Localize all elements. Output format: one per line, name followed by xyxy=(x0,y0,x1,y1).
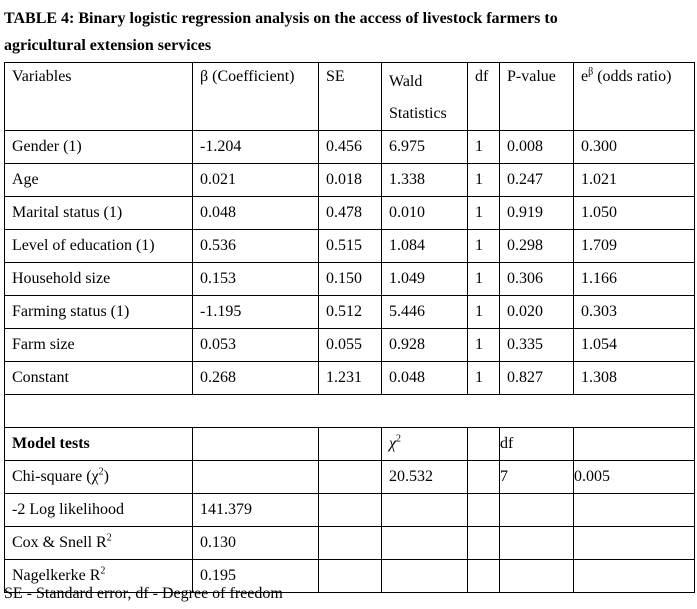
footnote-se-def: - Standard error, df xyxy=(22,585,149,602)
cell-variable: Farming status (1) xyxy=(5,296,193,329)
cell-variable: Farm size xyxy=(5,329,193,362)
col-df: df xyxy=(468,63,500,131)
nagelkerke-label: Nagelkerke $R^2$ xyxy=(5,560,193,593)
cell-variable: Level of education (1) xyxy=(5,230,193,263)
table-caption: TABLE 4: Binary logistic regression analysis on the access of livestock farmers to xyxy=(4,10,558,27)
cell-se: 0.055 xyxy=(319,329,382,362)
cell-df: 1 xyxy=(468,164,500,197)
cell-df: 1 xyxy=(468,329,500,362)
col-pvalue: P-value xyxy=(500,63,574,131)
cell-beta: 0.048 xyxy=(193,197,319,230)
cell-odds: 1.709 xyxy=(574,230,695,263)
col-wald-line1: Wald xyxy=(389,73,423,90)
cell-se: 0.456 xyxy=(319,131,382,164)
table-row xyxy=(5,164,695,197)
cell-wald: 5.446 xyxy=(382,296,468,329)
table-caption-line2: agricultural extension services xyxy=(4,37,212,54)
cell-p: 0.298 xyxy=(500,230,574,263)
cell-se: 1.231 xyxy=(319,362,382,395)
chi-symbol: χ xyxy=(389,435,397,452)
cell-wald: 0.010 xyxy=(382,197,468,230)
blank-row xyxy=(5,395,695,428)
cell-beta: 0.536 xyxy=(193,230,319,263)
model-tests-header-row xyxy=(5,428,695,461)
cell-odds: 1.166 xyxy=(574,263,695,296)
cell-variable: Age xyxy=(5,164,193,197)
cell-se: 0.478 xyxy=(319,197,382,230)
cell-df: 1 xyxy=(468,197,500,230)
cell-p: 0.008 xyxy=(500,131,574,164)
col-wald xyxy=(382,63,468,131)
mt-df-header: df xyxy=(500,428,574,461)
table-row xyxy=(5,230,695,263)
footnote xyxy=(4,583,283,605)
cell-se: 0.512 xyxy=(319,296,382,329)
table-row xyxy=(5,362,695,395)
cell-df: 1 xyxy=(468,362,500,395)
cell-beta: -1.204 xyxy=(193,131,319,164)
cell-se: 0.018 xyxy=(319,164,382,197)
model-tests-label: Model tests xyxy=(5,428,193,461)
header-row xyxy=(5,63,695,131)
table-row xyxy=(5,329,695,362)
chi-square-p: 0.005 xyxy=(574,461,695,494)
cox-snell-label: Cox & Snell $R^2$ xyxy=(5,527,193,560)
col-beta: β (Coefficient) xyxy=(193,63,319,131)
cell-wald: 0.048 xyxy=(382,362,468,395)
table-row xyxy=(5,131,695,164)
cell-wald: 1.338 xyxy=(382,164,468,197)
cell-df: 1 xyxy=(468,230,500,263)
odds-label: (odds ratio) xyxy=(593,68,672,85)
cell-wald: 1.084 xyxy=(382,230,468,263)
cox-snell-value: 0.130 xyxy=(193,527,319,560)
cell-variable: Gender (1) xyxy=(5,131,193,164)
col-variables: Variables xyxy=(5,63,193,131)
chi-square-value: 20.532 xyxy=(382,461,468,494)
col-se: SE xyxy=(319,63,382,131)
chi-square-label: Chi-square $(\chi^2)$ xyxy=(5,461,193,494)
cell-p: 0.827 xyxy=(500,362,574,395)
cell-wald: 6.975 xyxy=(382,131,468,164)
cell-df: 1 xyxy=(468,131,500,164)
cell-se: 0.515 xyxy=(319,230,382,263)
log-likelihood-label: -2 Log likelihood xyxy=(5,494,193,527)
chi-square-df: 7 xyxy=(500,461,574,494)
footnote-df-def: - Degree of freedom xyxy=(148,585,283,602)
cell-beta: 0.053 xyxy=(193,329,319,362)
cell-p: 0.306 xyxy=(500,263,574,296)
cell-odds: 0.303 xyxy=(574,296,695,329)
odds-e: e xyxy=(581,68,589,85)
chi-header xyxy=(382,428,468,461)
cell-p: 0.335 xyxy=(500,329,574,362)
regression-table xyxy=(4,62,695,593)
cell-odds: 1.021 xyxy=(574,164,695,197)
col-odds xyxy=(574,63,695,131)
cell-odds: 1.054 xyxy=(574,329,695,362)
cell-odds: 0.300 xyxy=(574,131,695,164)
cell-beta: 0.153 xyxy=(193,263,319,296)
cell-beta: 0.021 xyxy=(193,164,319,197)
chi-sup: 2 xyxy=(396,433,402,445)
cell-wald: 0.928 xyxy=(382,329,468,362)
table-row xyxy=(5,197,695,230)
log-likelihood-value: 141.379 xyxy=(193,494,319,527)
col-wald-line2: Statistics xyxy=(389,105,447,122)
table-row xyxy=(5,296,695,329)
cell-df: 1 xyxy=(468,263,500,296)
cell-odds: 1.050 xyxy=(574,197,695,230)
chi-square-row xyxy=(5,461,695,494)
nagelkerke-value: 0.195 xyxy=(193,560,319,593)
odds-beta-sup: β xyxy=(588,66,594,78)
cell-beta: -1.195 xyxy=(193,296,319,329)
log-likelihood-row xyxy=(5,494,695,527)
cell-variable: Marital status (1) xyxy=(5,197,193,230)
table-row xyxy=(5,263,695,296)
cell-df: 1 xyxy=(468,296,500,329)
cell-p: 0.247 xyxy=(500,164,574,197)
cell-beta: 0.268 xyxy=(193,362,319,395)
cell-odds: 1.308 xyxy=(574,362,695,395)
cell-p: 0.919 xyxy=(500,197,574,230)
cell-p: 0.020 xyxy=(500,296,574,329)
cell-se: 0.150 xyxy=(319,263,382,296)
footnote-se: SE xyxy=(4,585,23,602)
cox-snell-row xyxy=(5,527,695,560)
cell-variable: Constant xyxy=(5,362,193,395)
cell-variable: Household size xyxy=(5,263,193,296)
cell-wald: 1.049 xyxy=(382,263,468,296)
